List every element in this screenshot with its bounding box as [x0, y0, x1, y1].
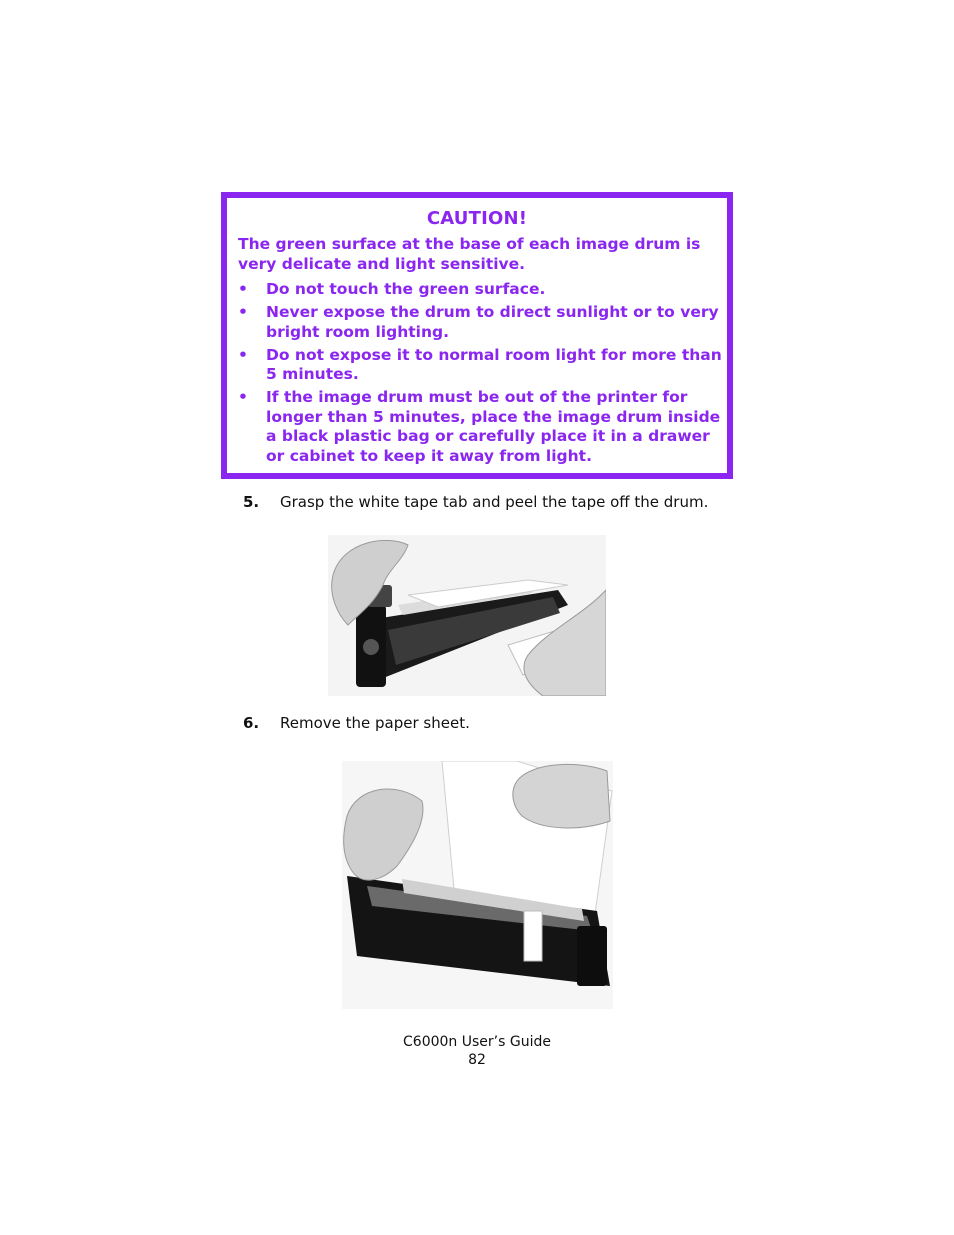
photo-peel-tape [328, 535, 606, 696]
caution-box [221, 192, 733, 479]
caution-bullet: • Do not expose it to normal room light for more than 5 minutes. [238, 345, 722, 383]
step-text: Remove the paper sheet. [280, 714, 470, 732]
step-number: 5. [243, 493, 260, 511]
caution-bullet: • If the image drum must be out of the printer for longer than 5 minutes, place the image drum inside a black plastic bag or carefully place it in a drawer or cabinet to keep it away from light. [238, 388, 721, 465]
footer-guide-title: C6000n User’s Guide [403, 1034, 551, 1050]
page-number: 82 [468, 1052, 486, 1068]
bullet-icon: • [238, 303, 248, 321]
caution-intro: The green surface at the base of each image drum is very delicate and light sensitive. [238, 235, 701, 273]
caution-title: CAUTION! [426, 208, 528, 229]
caution-bullet: • Never expose the drum to direct sunlight or to very bright room lighting. [238, 303, 719, 341]
bullet-icon: • [238, 280, 248, 298]
step-number: 6. [243, 714, 260, 732]
bullet-icon: • [238, 345, 248, 364]
photo-remove-paper [342, 761, 613, 1009]
caution-bullet-list [238, 280, 728, 470]
step-text: Grasp the white tape tab and peel the tape off the drum. [280, 493, 709, 511]
caution-bullet: • Do not touch the green surface. [238, 280, 546, 298]
bullet-icon: • [238, 388, 248, 406]
